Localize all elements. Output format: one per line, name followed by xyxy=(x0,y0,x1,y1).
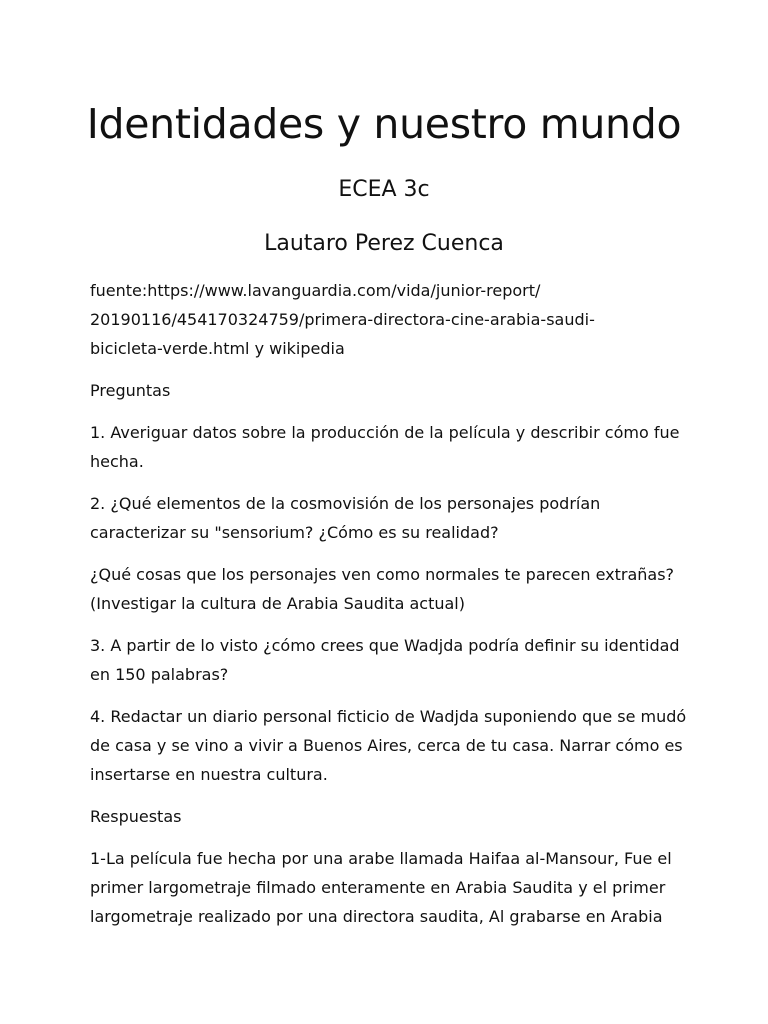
answers-heading: Respuestas xyxy=(90,807,182,826)
question-paragraph: 2. ¿Qué elementos de la cosmovisión de los personajes podrían caracterizar su "sensorium? ¿Cómo es su realidad? xyxy=(90,494,601,542)
answer-paragraph: 1-La película fue hecha por una arabe llamada Haifaa al-Mansour, Fue el primer largometraje filmado enteramente en Arabia Saudita y el primer largometraje realizado por una directora saudita, Al grabarse en Arabia xyxy=(90,849,672,926)
document-title: Identidades y nuestro mundo xyxy=(86,100,682,148)
source-line: fuente:https://www.lavanguardia.com/vida/junior-report/ xyxy=(90,281,541,300)
question-paragraph: 3. A partir de lo visto ¿cómo crees que Wadjda podría definir su identidad en 150 palabras? xyxy=(90,636,680,684)
question-paragraph: ¿Qué cosas que los personajes ven como normales te parecen extrañas? (Investigar la cultura de Arabia Saudita actual) xyxy=(90,565,675,613)
source-paragraph xyxy=(90,276,690,363)
document-body xyxy=(90,276,690,944)
course-name: ECEA 3c xyxy=(338,177,430,202)
author-name: Lautaro Perez Cuenca xyxy=(264,231,504,256)
question-paragraph: 4. Redactar un diario personal ficticio de Wadjda suponiendo que se mudó de casa y se vino a vivir a Buenos Aires, cerca de tu casa. Narrar cómo es insertarse en nuestra cultura. xyxy=(90,707,687,784)
question-paragraph: 1. Averiguar datos sobre la producción de la película y describir cómo fue hecha. xyxy=(90,423,680,471)
questions-heading: Preguntas xyxy=(90,381,171,400)
source-line: 20190116/454170324759/primera-directora-cine-arabia-saudi- xyxy=(90,310,595,329)
source-line: bicicleta-verde.html y wikipedia xyxy=(90,339,345,358)
